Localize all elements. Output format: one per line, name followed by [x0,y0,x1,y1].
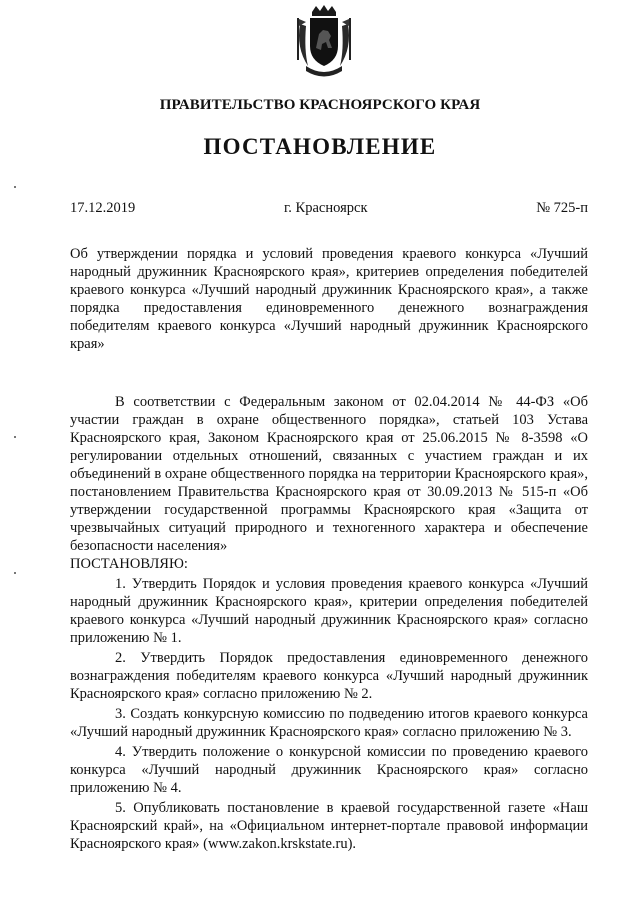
document-body [70,393,588,853]
decree-item-1: 1. Утвердить Порядок и условия проведения краевого конкурса «Лучший народный дружинник Красноярского края», критерии определения победителей краевого конкурса «Лучший народный дружинник Красноярского края» согласно приложению № 1. [70,576,588,646]
preamble-paragraph: В соответствии с Федеральным законом от 02.04.2014 № 44-ФЗ «Об участии граждан в охране общественного порядка», статьей 103 Устава Красноярского края, Законом Красноярского края от 25.06.2015 № 8-3598 «О регулировании отдельных отношений, связанных с участием граждан и их объединений в охране общественного порядка на территории Красноярского края», постановлением Правительства Красноярского края от 30.09.2013 № 515-п «Об утверждении государственной программы Красноярского края «Защита от чрезвычайных ситуаций природного и техногенного характера и обеспечение безопасности населения» [70,394,588,554]
scan-speck [14,572,16,574]
document-date: 17.12.2019 [70,200,136,216]
document-number: № 725-п [536,200,588,216]
decree-item-4: 4. Утвердить положение о конкурсной комиссии по проведению краевого конкурса «Лучший народный дружинник Красноярского края» согласно приложению № 4. [70,744,588,796]
decree-item-2: 2. Утвердить Порядок предоставления единовременного денежного вознаграждения победителям краевого конкурса «Лучший народный дружинник Красноярского края» согласно приложению № 2. [70,650,588,702]
document-city: г. Красноярск [284,200,368,216]
government-title: ПРАВИТЕЛЬСТВО КРАСНОЯРСКОГО КРАЯ [159,97,481,113]
decree-item-3: 3. Создать конкурсную комиссию по подведению итогов краевого конкурса «Лучший народный дружинник Красноярского края» согласно приложению № 3. [70,706,588,740]
scan-speck [14,186,16,188]
document-subject: Об утверждении порядка и условий проведения краевого конкурса «Лучший народный дружинник Красноярского края», критериев определения победителей краевого конкурса «Лучший народный дружинник Красноярского края», а также порядка предоставления единовременного денежного вознаграждения победителям краевого конкурса «Лучший народный дружинник Красноярского края» [70,246,588,352]
scan-speck [14,436,16,438]
decree-word: ПОСТАНОВЛЯЮ: [70,556,188,572]
krasnoyarsk-coat-of-arms-icon [294,4,354,82]
document-meta-row [70,200,588,218]
decree-item-5: 5. Опубликовать постановление в краевой государственной газете «Наш Красноярский край», на «Официальном интернет-портале правовой информации Красноярского края» (www.zakon.krskstate.ru). [70,800,588,852]
document-type-title: ПОСТАНОВЛЕНИЕ [203,134,437,159]
